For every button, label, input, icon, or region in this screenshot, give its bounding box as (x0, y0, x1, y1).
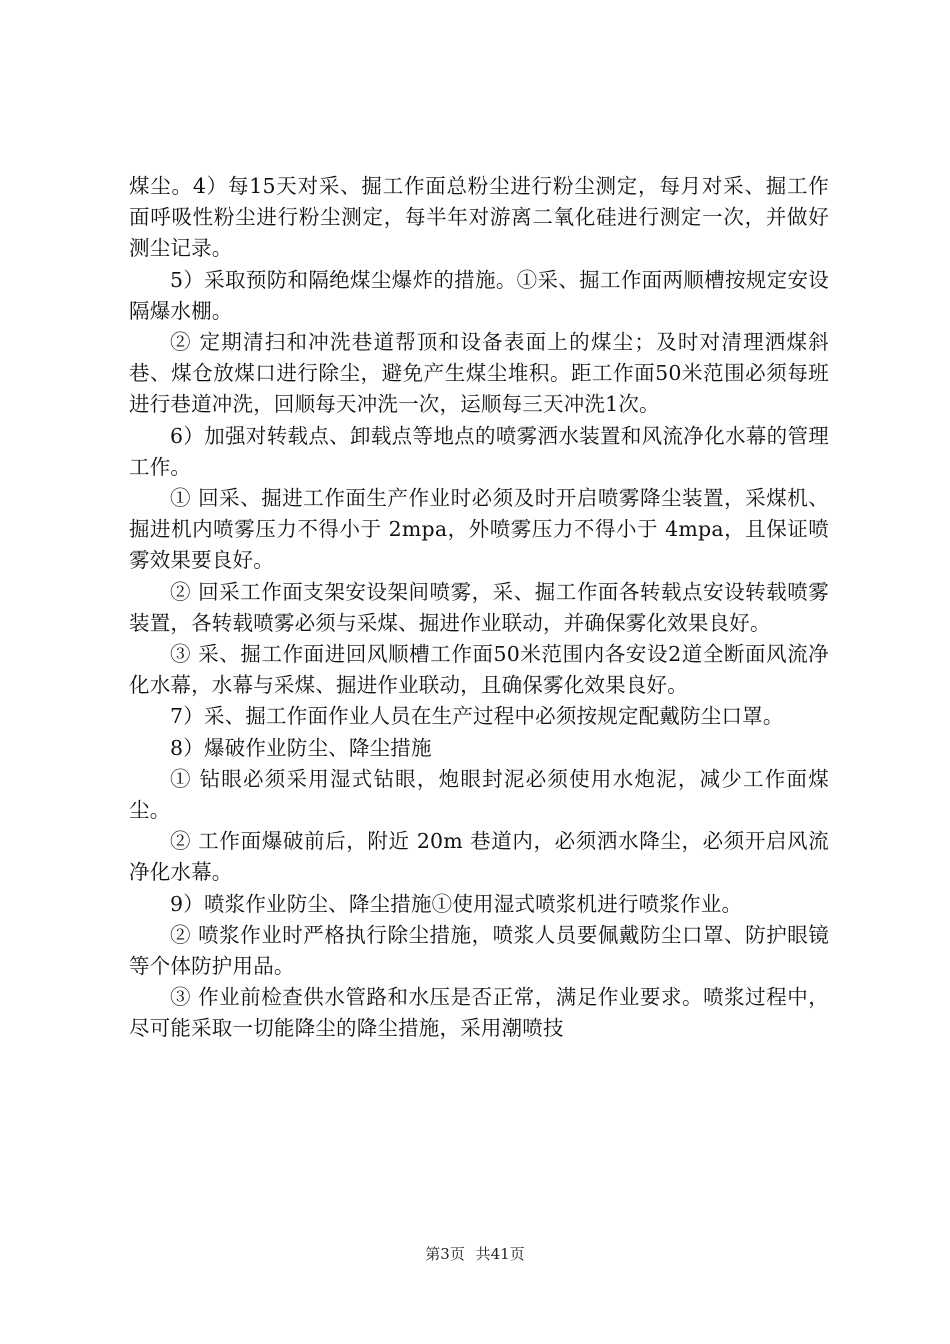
paragraph-13: ② 喷浆作业时严格执行除尘措施，喷浆人员要佩戴防尘口罩、防护眼镜等个体防护用品。 (129, 922, 829, 979)
paragraph-6: ② 回采工作面支架安设架间喷雾，采、掘工作面各转载点安设转载喷雾装置，各转载喷雾必须与采煤、掘进作业联动，并确保雾化效果良好。 (129, 579, 829, 635)
paragraph-2: 5）采取预防和隔绝煤尘爆炸的措施。①采、掘工作面两顺槽按规定安设隔爆水棚。 (129, 267, 829, 323)
paragraph-9: 8）爆破作业防尘、降尘措施 (170, 735, 432, 760)
page-footer (0, 1244, 950, 1264)
document-body (129, 171, 829, 1045)
page-number: 第3页 (425, 1245, 465, 1263)
paragraph-11: ② 工作面爆破前后，附近 20m 巷道内，必须洒水降尘，必须开启风流净化水幕。 (129, 829, 829, 885)
paragraph-4: 6）加强对转载点、卸载点等地点的喷雾洒水装置和风流净化水幕的管理工作。 (129, 423, 829, 479)
page-total: 共41页 (475, 1245, 525, 1263)
paragraph-7: ③ 采、掘工作面进回风顺槽工作面50米范围内各安设2道全断面风流净化水幕，水幕与采煤、掘进作业联动，且确保雾化效果良好。 (129, 642, 829, 698)
paragraph-10: ① 钻眼必须采用湿式钻眼，炮眼封泥必须使用水炮泥，减少工作面煤尘。 (129, 766, 829, 823)
paragraph-12: 9）喷浆作业防尘、降尘措施①使用湿式喷浆机进行喷浆作业。 (170, 891, 743, 916)
paragraph-3: ② 定期清扫和冲洗巷道帮顶和设备表面上的煤尘；及时对清理洒煤斜巷、煤仓放煤口进行除尘，避免产生煤尘堆积。距工作面50米范围必须每班进行巷道冲洗，回顺每天冲洗一次，运顺每三天冲洗1次。 (129, 330, 829, 417)
paragraph-5: ① 回采、掘进工作面生产作业时必须及时开启喷雾降尘装置，采煤机、掘进机内喷雾压力不得小于 2mpa，外喷雾压力不得小于 4mpa，且保证喷雾效果要良好。 (129, 486, 829, 573)
paragraph-8: 7）采、掘工作面作业人员在生产过程中必须按规定配戴防尘口罩。 (170, 704, 784, 729)
paragraph-1: 煤尘。4）每15天对采、掘工作面总粉尘进行粉尘测定，每月对采、掘工作面呼吸性粉尘进行粉尘测定，每半年对游离二氧化硅进行测定一次，并做好测尘记录。 (129, 174, 829, 261)
paragraph-14: ③ 作业前检查供水管路和水压是否正常，满足作业要求。喷浆过程中，尽可能采取一切能降尘的降尘措施，采用潮喷技 (129, 985, 829, 1041)
